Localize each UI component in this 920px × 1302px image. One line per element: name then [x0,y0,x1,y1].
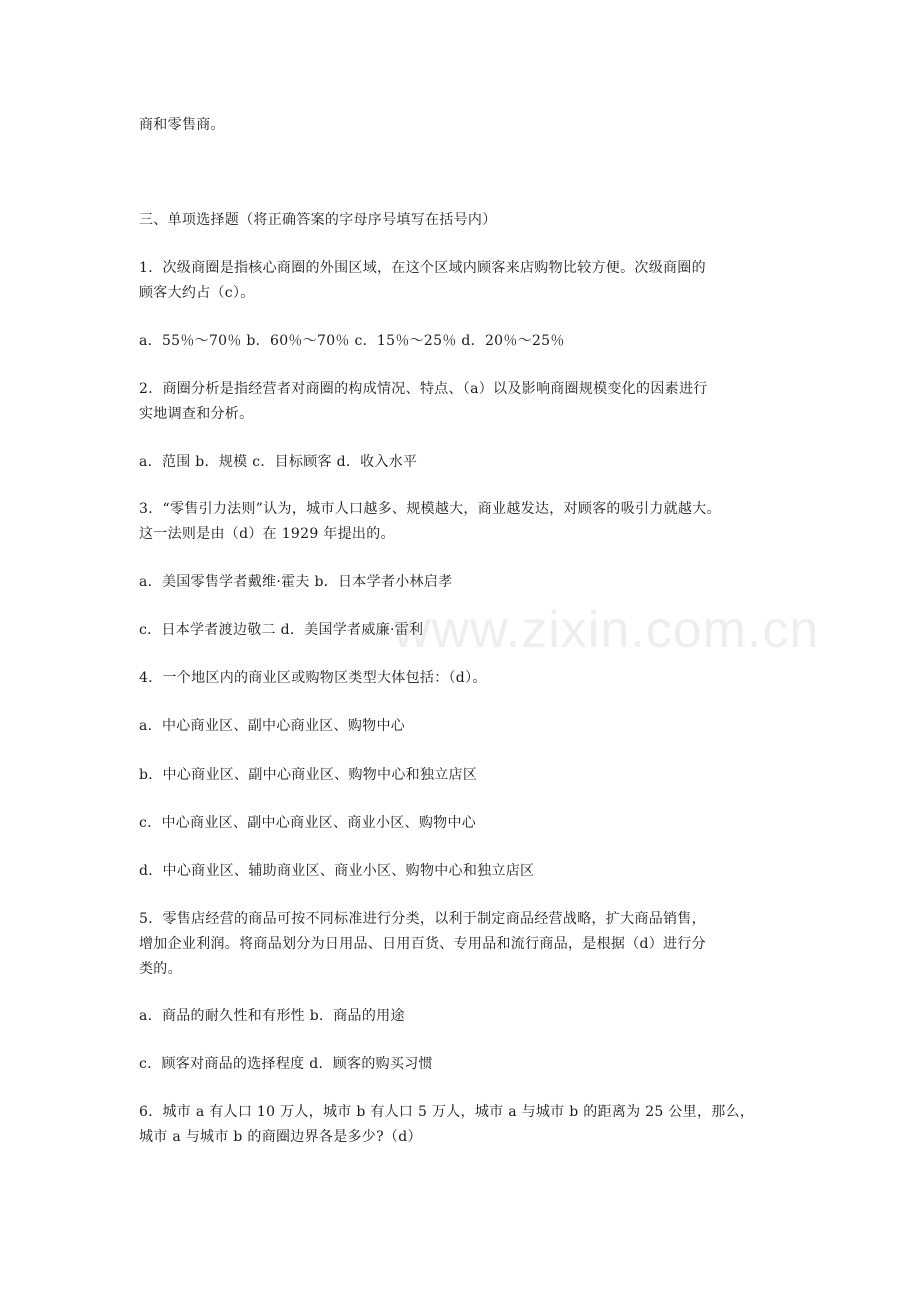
question-1-options: a．55％～70％ b．60％～70％ c．15％～25％ d．20％～25％ [139,333,565,349]
question-2-options: a．范围 b．规模 c．目标顾客 d．收入水平 [139,454,418,470]
question-5-options-1: a．商品的耐久性和有形性 b．商品的用途 [139,1008,405,1024]
question-3-options-2: c．日本学者渡边敬二 d．美国学者威廉·雷利 [139,622,424,638]
question-2-line-2: 实地调查和分析。 [139,406,254,422]
section-heading: 三、单项选择题（将正确答案的字母序号填写在括号内） [139,212,497,228]
question-5-options-2: c．顾客对商品的选择程度 d．顾客的购买习惯 [139,1056,433,1072]
watermark: www.zixin.com.cn [393,601,820,659]
text-line: 商和零售商。 [139,117,225,133]
question-4-option-b: b．中心商业区、副中心商业区、购物中心和独立店区 [139,767,478,783]
question-4-option-c: c．中心商业区、副中心商业区、商业小区、购物中心 [139,815,477,831]
question-5-line-2: 增加企业利润。将商品划分为日用品、日用百货、专用品和流行商品，是根据（d）进行分 [139,936,706,952]
question-1-line-1: 1．次级商圈是指核心商圈的外围区域，在这个区域内顾客来店购物比较方便。次级商圈的 [139,260,706,276]
question-3-line-2: 这一法则是由（d）在 1929 年提出的。 [139,526,395,542]
question-4-line-1: 4．一个地区内的商业区或购物区类型大体包括：（d）。 [139,670,487,686]
question-4-option-d: d．中心商业区、辅助商业区、商业小区、购物中心和独立店区 [139,863,535,879]
question-1-line-2: 顾客大约占（c）。 [139,285,255,301]
question-4-option-a: a．中心商业区、副中心商业区、购物中心 [139,718,406,734]
question-5-line-1: 5．零售店经营的商品可按不同标准进行分类，以利于制定商品经营战略，扩大商品销售， [139,911,706,927]
question-2-line-1: 2．商圈分析是指经营者对商圈的构成情况、特点、（a）以及影响商圈规模变化的因素进行 [139,381,708,397]
question-5-line-3: 类的。 [139,961,182,977]
question-6-line-2: 城市 a 与城市 b 的商圈边界各是多少?（d） [139,1129,422,1145]
question-3-line-1: 3．“零售引力法则”认为，城市人口越多、规模越大，商业越发达，对顾客的吸引力就越大。 [139,501,721,517]
question-6-line-1: 6．城市 a 有人口 10 万人，城市 b 有人口 5 万人，城市 a 与城市 b 的距离为 25 公里，那么， [139,1104,755,1120]
question-3-options-1: a．美国零售学者戴维·霍夫 b．日本学者小林启孝 [139,574,453,590]
